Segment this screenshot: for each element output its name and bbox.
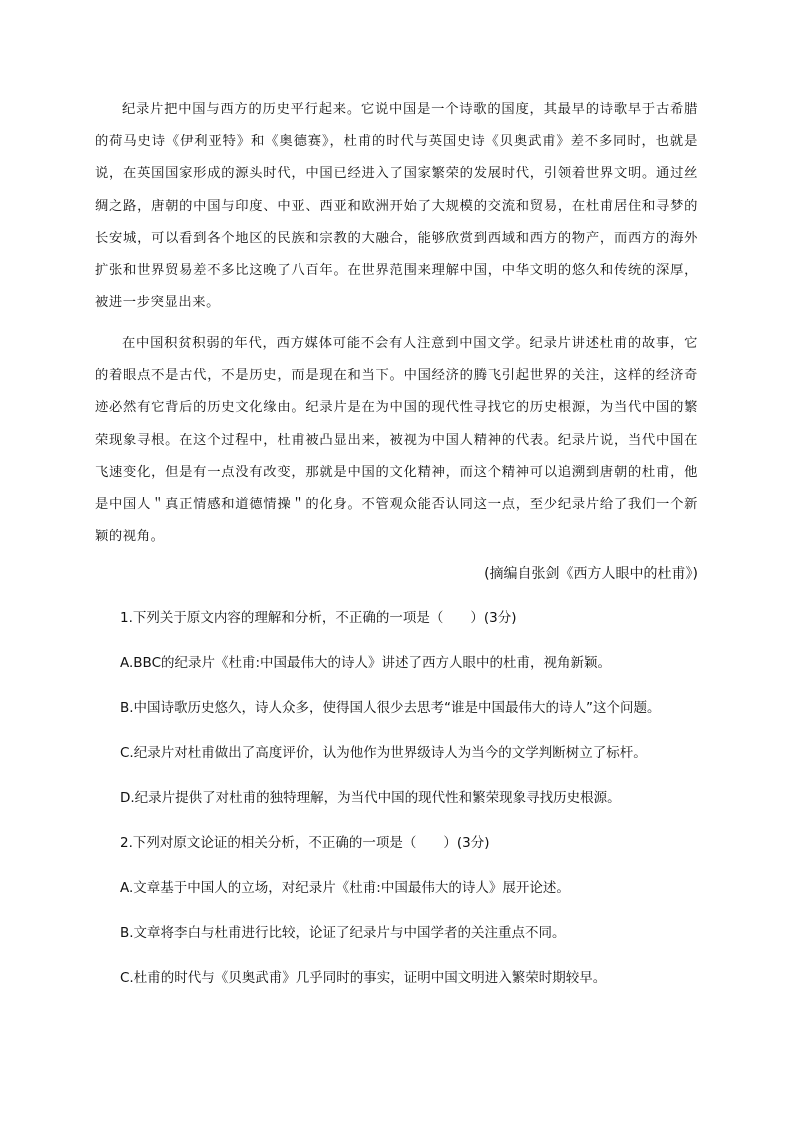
question-2-stem: 2.下列对原文论证的相关分析，不正确的一项是（ ）(3分) [120,835,490,851]
passage-paragraph-2: 在中国积贫积弱的年代，西方媒体可能不会有人注意到中国文学。纪录片讲述杜甫的故事，它的着眼点不是古代，不是历史，而是现在和当下。中国经济的腾飞引起世界的关注，这样的经济奇迹必然有它背后的历史文化缘由。纪录片是在为中国的现代性寻找它的历史根源，为当代中国的繁荣现象寻根。在这个过程中，杜甫被凸显出来，被视为中国人精神的代表。纪录片说，当代中国在飞速变化，但是有一点没有改变，那就是中国的文化精神，而这个精神可以追溯到唐朝的杜甫，他是中国人＂真正情感和道德情操＂的化身。不管观众能否认同这一点，至少纪录片给了我们一个新颖的视角。 [95,336,698,545]
passage-paragraph-1: 纪录片把中国与西方的历史平行起来。它说中国是一个诗歌的国度，其最早的诗歌早于古希腊的荷马史诗《伊利亚特》和《奥德赛》，杜甫的时代与英国史诗《贝奥武甫》差不多同时，也就是说，在英国国家形成的源头时代，中国已经进入了国家繁荣的发展时代，引领着世界文明。通过丝绸之路，唐朝的中国与印度、中亚、西亚和欧洲开始了大规模的交流和贸易，在杜甫居住和寻梦的长安城，可以看到各个地区的民族和宗教的大融合，能够欣赏到西域和西方的物产，而西方的海外扩张和世界贸易差不多比这晚了八百年。在世界范围来理解中国，中华文明的悠久和传统的深厚，被进一步突显出来。 [95,102,698,311]
question-2-option-a: A.文章基于中国人的立场，对纪录片《杜甫:中国最伟大的诗人》展开论述。 [120,880,570,896]
question-1-stem: 1.下列关于原文内容的理解和分析，不正确的一项是（ ）(3分) [120,610,517,626]
question-1-option-c: C.纪录片对杜甫做出了高度评价，认为他作为世界级诗人为当今的文学判断树立了标杆。 [120,745,647,761]
question-1-option-d: D.纪录片提供了对杜甫的独特理解，为当代中国的现代性和繁荣现象寻找历史根源。 [120,790,621,806]
question-2-option-c: C.杜甫的时代与《贝奥武甫》几乎同时的事实，证明中国文明进入繁荣时期较早。 [120,970,607,986]
question-1-option-b: B.中国诗歌历史悠久，诗人众多，使得国人很少去思考“谁是中国最伟大的诗人”这个问题。 [120,700,661,716]
question-1-option-a: A.BBC的纪录片《杜甫:中国最伟大的诗人》讲述了西方人眼中的杜甫，视角新颖。 [120,655,612,671]
question-2-option-b: B.文章将李白与杜甫进行比较，论证了纪录片与中国学者的关注重点不同。 [120,925,566,941]
passage-source: (摘编自张剑《西方人眼中的杜甫》) [484,566,698,582]
